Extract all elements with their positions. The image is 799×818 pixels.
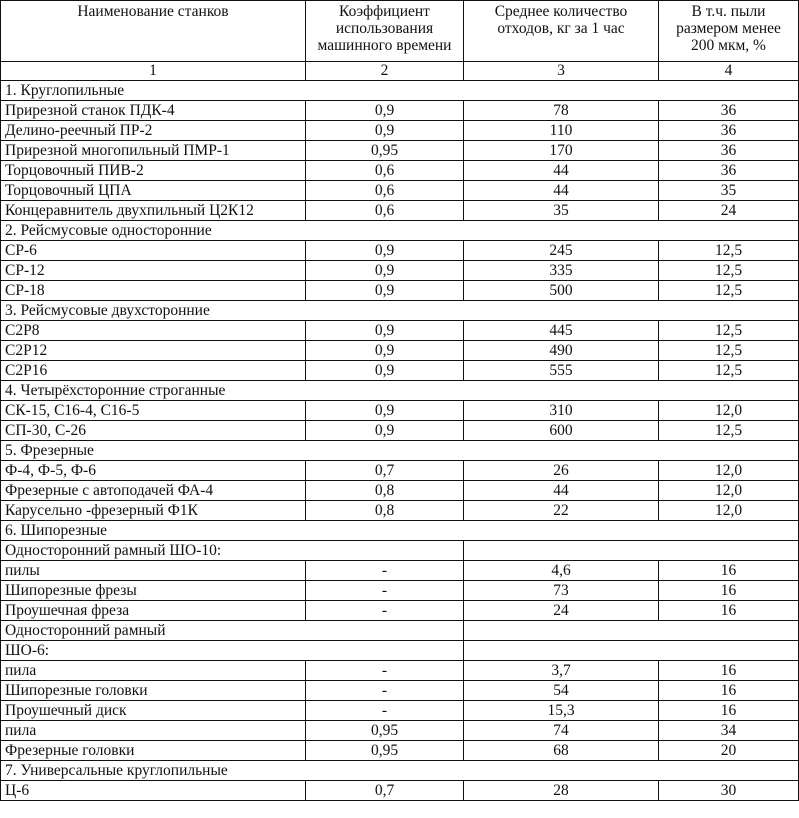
coefficient-cell: 0,95: [306, 141, 464, 161]
waste-cell: 44: [464, 161, 659, 181]
section-row: [1, 381, 799, 401]
column-number: 3: [464, 62, 659, 81]
header-row: [1, 1, 799, 62]
table-row: [1, 121, 799, 141]
waste-cell: 600: [464, 421, 659, 441]
subgroup-row: [1, 641, 799, 661]
waste-cell: 22: [464, 501, 659, 521]
table-row: [1, 161, 799, 181]
section-title: 7. Универсальные круглопильные: [1, 761, 799, 781]
waste-cell: 170: [464, 141, 659, 161]
table-row: [1, 741, 799, 761]
section-title: 2. Рейсмусовые односторонние: [1, 221, 799, 241]
dust-cell: 12,5: [659, 261, 799, 281]
coefficient-cell: 0,9: [306, 121, 464, 141]
dust-cell: 16: [659, 561, 799, 581]
machine-name-cell: Фрезерные с автоподачей ФА-4: [1, 481, 306, 501]
table-row: [1, 101, 799, 121]
subgroup-row: [1, 541, 799, 561]
dust-cell: 16: [659, 701, 799, 721]
coefficient-cell: 0,9: [306, 241, 464, 261]
waste-cell: 245: [464, 241, 659, 261]
waste-cell: 445: [464, 321, 659, 341]
dust-cell: 12,0: [659, 501, 799, 521]
coefficient-cell: -: [306, 601, 464, 621]
machine-name-cell: Карусельно -фрезерный Ф1К: [1, 501, 306, 521]
coefficient-cell: 0,6: [306, 181, 464, 201]
coefficient-cell: 0,6: [306, 201, 464, 221]
machine-name-cell: Торцовочный ПИВ-2: [1, 161, 306, 181]
coefficient-cell: 0,7: [306, 781, 464, 801]
subgroup-title: Односторонний рамный: [1, 621, 464, 641]
coefficient-cell: 0,7: [306, 461, 464, 481]
dust-cell: 20: [659, 741, 799, 761]
machine-name-cell: Прирезной станок ПДК-4: [1, 101, 306, 121]
waste-cell: 44: [464, 481, 659, 501]
waste-cell: 555: [464, 361, 659, 381]
subgroup-title: ШО-6:: [1, 641, 464, 661]
header-waste: Среднее количество отходов, кг за 1 час: [464, 1, 659, 62]
table-row: [1, 681, 799, 701]
table-row: [1, 501, 799, 521]
machine-name-cell: СП-30, С-26: [1, 421, 306, 441]
machine-name-cell: СР-12: [1, 261, 306, 281]
coefficient-cell: 0,95: [306, 741, 464, 761]
coefficient-cell: 0,9: [306, 321, 464, 341]
waste-cell: 35: [464, 201, 659, 221]
waste-cell: 3,7: [464, 661, 659, 681]
table-row: [1, 601, 799, 621]
coefficient-cell: -: [306, 681, 464, 701]
table-row: [1, 661, 799, 681]
machine-name-cell: Ф-4, Ф-5, Ф-6: [1, 461, 306, 481]
dust-cell: 12,0: [659, 461, 799, 481]
machine-name-cell: Концеравнитель двухпильный Ц2К12: [1, 201, 306, 221]
dust-cell: 12,5: [659, 361, 799, 381]
header-machine-name: Наименование станков: [1, 1, 306, 62]
machine-name-cell: С2Р16: [1, 361, 306, 381]
empty-cell: [464, 641, 799, 661]
machine-name-cell: СР-18: [1, 281, 306, 301]
dust-cell: 16: [659, 681, 799, 701]
waste-cell: 4,6: [464, 561, 659, 581]
coefficient-cell: 0,9: [306, 361, 464, 381]
table-row: [1, 401, 799, 421]
column-number: 2: [306, 62, 464, 81]
waste-cell: 68: [464, 741, 659, 761]
waste-cell: 74: [464, 721, 659, 741]
dust-cell: 12,0: [659, 401, 799, 421]
table-row: [1, 281, 799, 301]
coefficient-cell: 0,9: [306, 401, 464, 421]
dust-cell: 12,5: [659, 341, 799, 361]
dust-cell: 16: [659, 661, 799, 681]
empty-cell: [464, 621, 799, 641]
table-row: [1, 201, 799, 221]
subgroup-title: Односторонний рамный ШО-10:: [1, 541, 464, 561]
table-row: [1, 241, 799, 261]
table-body: [1, 81, 799, 801]
table-row: [1, 261, 799, 281]
coefficient-cell: 0,95: [306, 721, 464, 741]
coefficient-cell: 0,9: [306, 261, 464, 281]
subgroup-row: [1, 621, 799, 641]
waste-cell: 78: [464, 101, 659, 121]
waste-cell: 28: [464, 781, 659, 801]
machine-name-cell: Проушечный диск: [1, 701, 306, 721]
dust-cell: 12,5: [659, 421, 799, 441]
table-row: [1, 581, 799, 601]
section-row: [1, 301, 799, 321]
machine-name-cell: пила: [1, 721, 306, 741]
table-row: [1, 361, 799, 381]
table-row: [1, 141, 799, 161]
waste-cell: 54: [464, 681, 659, 701]
waste-cell: 310: [464, 401, 659, 421]
coefficient-cell: -: [306, 701, 464, 721]
table-row: [1, 461, 799, 481]
waste-cell: 24: [464, 601, 659, 621]
header-dust: В т.ч. пыли размером менее 200 мкм, %: [659, 1, 799, 62]
coefficient-cell: -: [306, 661, 464, 681]
table-row: [1, 701, 799, 721]
dust-cell: 12,5: [659, 321, 799, 341]
dust-cell: 16: [659, 581, 799, 601]
column-number-row: [1, 62, 799, 81]
waste-cell: 73: [464, 581, 659, 601]
section-title: 4. Четырёхсторонние строганные: [1, 381, 799, 401]
dust-cell: 30: [659, 781, 799, 801]
coefficient-cell: 0,9: [306, 341, 464, 361]
coefficient-cell: 0,8: [306, 501, 464, 521]
machine-name-cell: Прирезной многопильный ПМР-1: [1, 141, 306, 161]
machine-name-cell: СР-6: [1, 241, 306, 261]
waste-cell: 26: [464, 461, 659, 481]
dust-cell: 12,5: [659, 281, 799, 301]
table-row: [1, 481, 799, 501]
dust-cell: 36: [659, 161, 799, 181]
table-row: [1, 321, 799, 341]
machine-name-cell: СК-15, С16-4, С16-5: [1, 401, 306, 421]
waste-cell: 490: [464, 341, 659, 361]
table-row: [1, 341, 799, 361]
machine-name-cell: Фрезерные головки: [1, 741, 306, 761]
empty-cell: [464, 541, 799, 561]
dust-cell: 34: [659, 721, 799, 741]
header-coefficient: Коэффициент использования машинного времени: [306, 1, 464, 62]
coefficient-cell: 0,8: [306, 481, 464, 501]
section-row: [1, 221, 799, 241]
machine-name-cell: Шипорезные фрезы: [1, 581, 306, 601]
waste-cell: 44: [464, 181, 659, 201]
machine-name-cell: Шипорезные головки: [1, 681, 306, 701]
dust-cell: 35: [659, 181, 799, 201]
table-row: [1, 421, 799, 441]
machine-name-cell: Торцовочный ЦПА: [1, 181, 306, 201]
coefficient-cell: 0,9: [306, 281, 464, 301]
waste-cell: 15,3: [464, 701, 659, 721]
table-row: [1, 561, 799, 581]
machine-name-cell: Ц-6: [1, 781, 306, 801]
machine-name-cell: Проушечная фреза: [1, 601, 306, 621]
section-title: 5. Фрезерные: [1, 441, 799, 461]
waste-cell: 110: [464, 121, 659, 141]
section-row: [1, 441, 799, 461]
dust-cell: 36: [659, 121, 799, 141]
dust-cell: 12,0: [659, 481, 799, 501]
machine-name-cell: С2Р12: [1, 341, 306, 361]
machine-name-cell: Делино-реечный ПР-2: [1, 121, 306, 141]
section-row: [1, 81, 799, 101]
section-title: 1. Круглопильные: [1, 81, 799, 101]
section-title: 6. Шипорезные: [1, 521, 799, 541]
dust-cell: 24: [659, 201, 799, 221]
section-row: [1, 761, 799, 781]
machine-name-cell: пила: [1, 661, 306, 681]
waste-cell: 335: [464, 261, 659, 281]
table-row: [1, 721, 799, 741]
dust-cell: 36: [659, 141, 799, 161]
table-row: [1, 181, 799, 201]
column-number: 4: [659, 62, 799, 81]
coefficient-cell: -: [306, 561, 464, 581]
column-number: 1: [1, 62, 306, 81]
coefficient-cell: 0,9: [306, 421, 464, 441]
section-row: [1, 521, 799, 541]
coefficient-cell: 0,9: [306, 101, 464, 121]
dust-cell: 16: [659, 601, 799, 621]
machine-name-cell: С2Р8: [1, 321, 306, 341]
waste-cell: 500: [464, 281, 659, 301]
machine-name-cell: пилы: [1, 561, 306, 581]
dust-cell: 36: [659, 101, 799, 121]
coefficient-cell: -: [306, 581, 464, 601]
section-title: 3. Рейсмусовые двухсторонние: [1, 301, 799, 321]
dust-cell: 12,5: [659, 241, 799, 261]
table-row: [1, 781, 799, 801]
coefficient-cell: 0,6: [306, 161, 464, 181]
